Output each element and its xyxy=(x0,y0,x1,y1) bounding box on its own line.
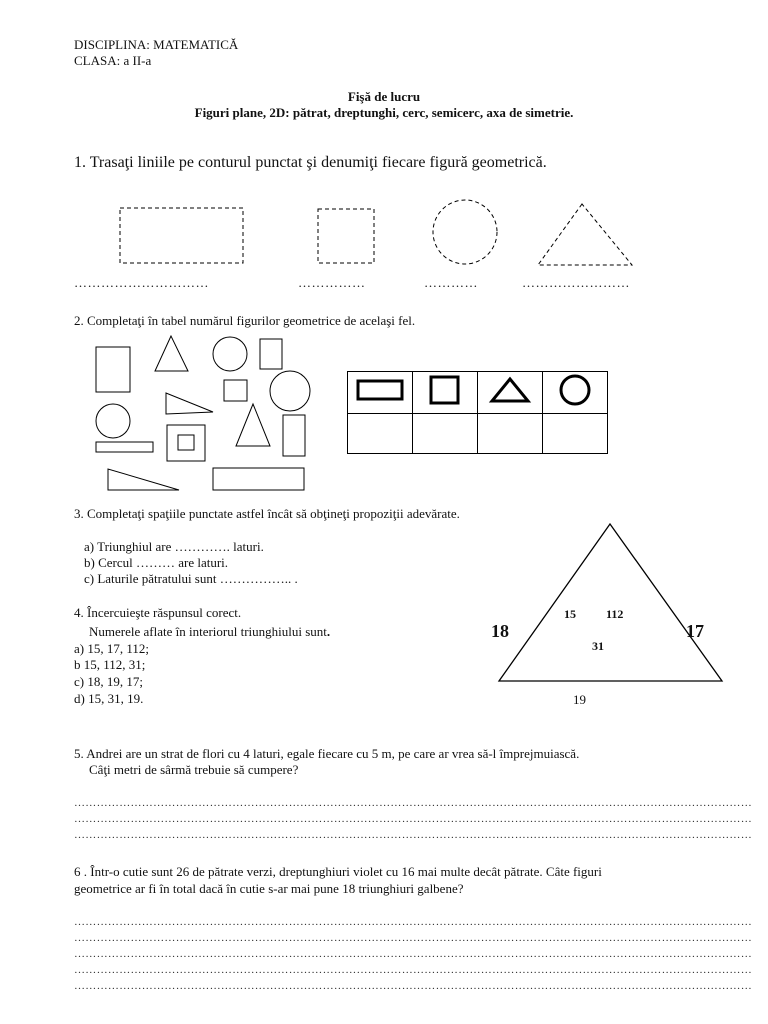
count-table xyxy=(347,371,608,454)
q1-blank-3[interactable]: ………… xyxy=(424,275,478,290)
q2-instruction: 2. Completaţi în tabel numărul figurilor geometrice de acelaşi fel. xyxy=(74,313,416,328)
number-triangle xyxy=(499,524,722,681)
triangle-inside-number-2: 112 xyxy=(606,607,624,621)
q3-item-b[interactable]: b) Cercul ……… are laturi. xyxy=(84,555,229,570)
count-cell-rectangle[interactable] xyxy=(348,414,413,454)
triangle-left-number: 18 xyxy=(491,621,509,641)
shape-inner-square xyxy=(178,435,194,450)
shape-flat-rectangle xyxy=(96,442,153,452)
table-header-circle xyxy=(543,372,608,414)
q3-item-a[interactable]: a) Triunghiul are …………. laturi. xyxy=(84,539,264,554)
shape-right-triangle-1 xyxy=(166,393,213,414)
q5-answer-line-3[interactable]: ……………………………………………………………………………………………………………………………………………………………… xyxy=(74,829,752,841)
q5-text-line1: 5. Andrei are un strat de flori cu 4 laturi, egale fiecare cu 5 m, pe care ar vrea să-l împrejmuiască. xyxy=(74,746,580,761)
q5-text-line2: Câţi metri de sârmă trebuie să cumpere? xyxy=(89,762,299,777)
q3-instruction: 3. Completaţi spaţiile punctate astfel încât să obţineţi propoziţii adevărate. xyxy=(74,506,460,521)
shape-circle-3 xyxy=(96,404,130,438)
table-header-rectangle xyxy=(348,372,413,414)
triangle-inside-number-3: 31 xyxy=(592,639,604,653)
shape-wide-rectangle xyxy=(213,468,304,490)
shape-triangle-2 xyxy=(236,404,270,446)
dashed-square xyxy=(318,209,374,263)
dashed-triangle xyxy=(538,204,632,265)
shape-tall-rectangle xyxy=(96,347,130,392)
q1-instruction: 1. Trasaţi liniile pe conturul punctat şi denumiţi fiecare figură geometrică. xyxy=(74,154,547,171)
worksheet-title: Fişă de lucru xyxy=(347,89,421,104)
q4-option-a[interactable]: a) 15, 17, 112; xyxy=(74,641,149,656)
discipline-label: DISCIPLINA: MATEMATICĂ xyxy=(74,37,239,52)
q1-blank-2[interactable]: …………… xyxy=(298,275,366,290)
q6-answer-line-5[interactable]: ……………………………………………………………………………………………………………………………………………………………… xyxy=(74,980,752,992)
shape-right-triangle-2 xyxy=(108,469,179,490)
square-icon xyxy=(428,374,462,406)
shape-triangle-1 xyxy=(155,336,188,371)
dashed-rectangle xyxy=(120,208,243,263)
shape-small-rectangle xyxy=(260,339,282,369)
q4-instruction: 4. Încercuieşte răspunsul corect. xyxy=(74,605,242,620)
count-cell-circle[interactable] xyxy=(543,414,608,454)
q6-answer-line-4[interactable]: ……………………………………………………………………………………………………………………………………………………………… xyxy=(74,964,752,976)
triangle-inside-number-1: 15 xyxy=(564,607,576,621)
triangle-icon xyxy=(488,375,532,405)
shape-small-square xyxy=(224,380,247,401)
class-label: CLASA: a II-a xyxy=(74,53,152,68)
q6-text-line2: geometrice ar fi în total dacă în cutie s-ar mai pune 18 triunghiuri galbene? xyxy=(74,881,464,896)
q5-answer-line-2[interactable]: ……………………………………………………………………………………………………………………………………………………………… xyxy=(74,813,752,825)
q4-question xyxy=(89,624,330,640)
q4-option-d[interactable]: d) 15, 31, 19. xyxy=(74,691,144,706)
shape-vertical-rectangle xyxy=(283,415,305,456)
q4-question-text: Numerele aflate în interiorul triunghiului sunt xyxy=(89,624,327,639)
q6-answer-line-2[interactable]: ……………………………………………………………………………………………………………………………………………………………… xyxy=(74,932,752,944)
q6-answer-line-3[interactable]: ……………………………………………………………………………………………………………………………………………………………… xyxy=(74,948,752,960)
count-cell-square[interactable] xyxy=(413,414,478,454)
shape-circle-2 xyxy=(270,371,310,411)
count-cell-triangle[interactable] xyxy=(478,414,543,454)
q5-answer-line-1[interactable]: ……………………………………………………………………………………………………………………………………………………………… xyxy=(74,797,752,809)
q6-answer-line-1[interactable]: ……………………………………………………………………………………………………………………………………………………………… xyxy=(74,916,752,928)
dashed-circle xyxy=(433,200,497,264)
table-header-triangle xyxy=(478,372,543,414)
q1-blank-1[interactable]: ………………………… xyxy=(74,275,209,290)
q3-item-c[interactable]: c) Laturile pătratului sunt …………….. . xyxy=(84,571,298,586)
q1-blank-4[interactable]: …………………… xyxy=(522,275,630,290)
triangle-right-number: 17 xyxy=(686,621,704,641)
q6-text-line1: 6 . Într-o cutie sunt 26 de pătrate verzi, dreptunghiuri violet cu 16 mai multe decât pătrate. Câte figuri xyxy=(74,864,602,879)
rectangle-icon xyxy=(355,378,405,402)
worksheet-subtitle: Figuri plane, 2D: pătrat, dreptunghi, cerc, semicerc, axa de simetrie. xyxy=(194,105,574,120)
q4-option-c[interactable]: c) 18, 19, 17; xyxy=(74,674,143,689)
circle-icon xyxy=(557,372,593,408)
table-header-square xyxy=(413,372,478,414)
triangle-bottom-number: 19 xyxy=(573,692,586,707)
shape-outer-square xyxy=(167,425,205,461)
q4-question-period: . xyxy=(326,624,331,639)
q4-option-b[interactable]: b 15, 112, 31; xyxy=(74,657,146,672)
shape-circle-1 xyxy=(213,337,247,371)
